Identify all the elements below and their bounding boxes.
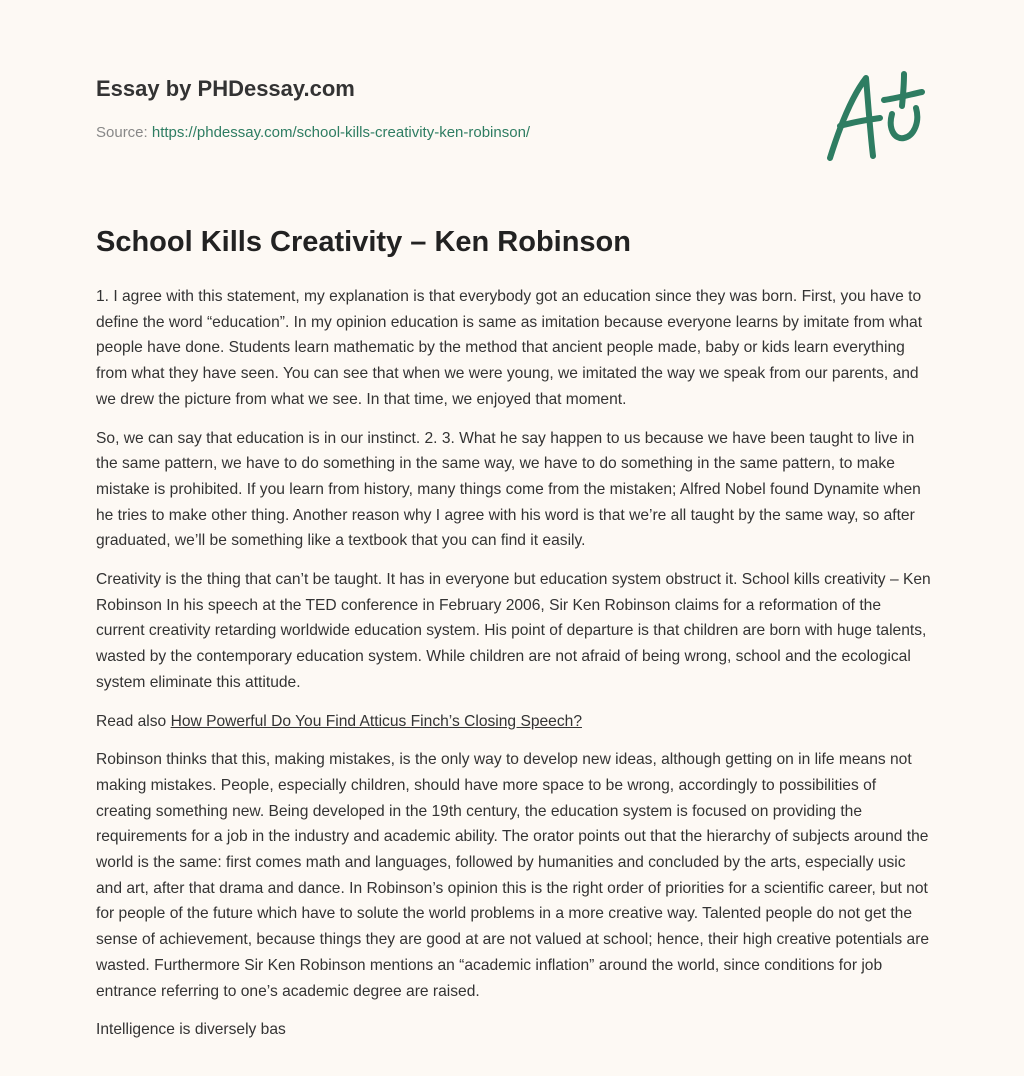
paragraph: Intelligence is diversely bas: [96, 1021, 286, 1039]
read-also: [96, 709, 932, 735]
source-label: Source:: [96, 124, 148, 141]
source-link[interactable]: https://phdessay.com/school-kills-creativity-ken-robinson/: [151, 124, 531, 141]
brand-title: Essay by PHDessay.com: [96, 76, 355, 101]
source-line: [96, 124, 530, 141]
read-also-link[interactable]: How Powerful Do You Find Atticus Finch’s Closing Speech?: [170, 712, 582, 730]
essay-body: [96, 284, 932, 1056]
read-also-label: Read also: [96, 712, 167, 730]
paragraph: Creativity is the thing that can’t be taught. It has in everyone but education system obstruct it. School kills creativity – Ken Robinson In his speech at the TED conference in February 2006, Sir Ken Robinson claims for a reformation of the current creativity retarding worldwide education system. His point of departure is that children are born with huge talents, wasted by the contemporary education system. While children are not afraid of being wrong, school and the ecological system eliminate this attitude.: [96, 571, 931, 691]
header: [0, 0, 1024, 200]
paragraph: So, we can say that education is in our instinct. 2. 3. What he say happen to us because we have been taught to live in the same pattern, we have to do something in the same way, we have to do something in the same pattern, to make mistake is prohibited. If you learn from history, many things come from the mistaken; Alfred Nobel found Dynamite when he tries to make other thing. Another reason why I agree with his word is that we’re all taught by the same way, so after graduated, we’ll be something like a textbook that you can find it easily.: [96, 429, 921, 550]
a-plus-logo-icon: [818, 66, 928, 166]
paragraph: 1. I agree with this statement, my explanation is that everybody got an education since they was born. First, you have to define the word “education”. In my opinion education is same as imitation because everyone learns by imitate from what people have done. Students learn mathematic by the method that ancient people made, baby or kids learn everything from what they have seen. You can see that when we were young, we imitated the way we speak from our parents, and we drew the picture from what we see. In that time, we enjoyed that moment.: [96, 288, 923, 408]
essay-title: School Kills Creativity – Ken Robinson: [96, 226, 631, 258]
paragraph: Robinson thinks that this, making mistakes, is the only way to develop new ideas, although getting on in life means not making mistakes. People, especially children, should have more space to be wrong, accordingly to possibilities of creating something new. Being developed in the 19th century, the education system is focused on providing the requirements for a job in the industry and academic ability. The orator points out that the hierarchy of subjects around the world is the same: first comes math and languages, followed by humanities and concluded by the arts, especially usic and art, after that drama and dance. In Robinson’s opinion this is the right order of priorities for a scientific career, but not for people of the future which have to solute the world problems in a more creative way. Talented people do not get the sense of achievement, because things they are good at are not valued at school; hence, their high creative potentials are wasted. Furthermore Sir Ken Robinson mentions an “academic inflation” around the world, since conditions for job entrance referring to one’s academic degree are raised.: [96, 751, 930, 1000]
